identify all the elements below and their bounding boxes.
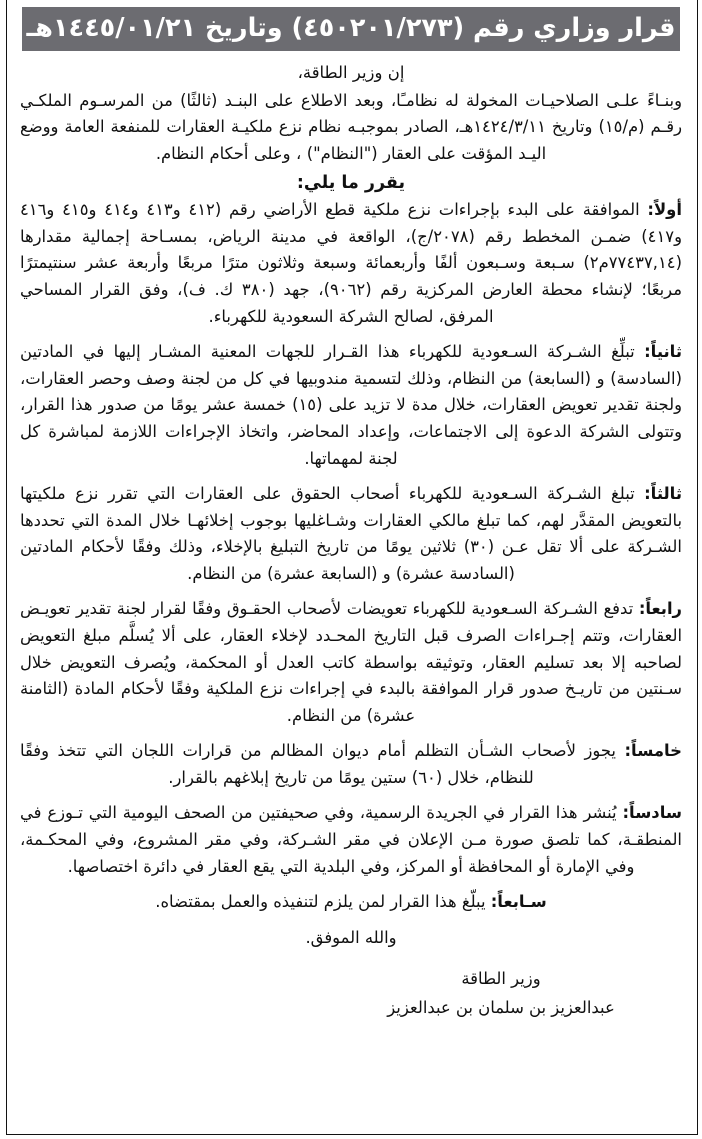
clause-seventh-text: يبلّغ هذا القرار لمن يلزم لتنفيذه والعمل بمقتضاه.: [155, 892, 491, 912]
intro-line-2: وبنـاءً علـى الصلاحيـات المخولة له نظامـًا، وبعد الاطلاع على البنـد (ثالثًا) من المرسـوم الملكـي رقـم (م/١٥) وتاريخ ١٤٢٤/٣/١١هـ، الصادر بموجبـه نظام نزع ملكيـة العقارات للمنفعة العامة ووضع اليـد المؤقت على العقار ("النظام") ، وعلى أحكام النظام.: [20, 90, 683, 163]
intro-line-1: إن وزير الطاقة،: [297, 63, 405, 82]
clause-second-text: تبلِّغ الشـركة السـعودية للكهرباء هذا القـرار للجهات المعنية المشـار إليها في المادتين (السادسة) و (السابعة) من النظام، وذلك لتسمية مندوبيها في كل من لجنة وصف وحصر العقارات، ولجنة تقدير تعويض العقارات، خلال مدة لا تزيد على (١٥) خمسة عشر يومًا من صدور هذا القرار، وتتولى الشركة الدعوة إلى الاجتماعات، وإعداد المحاضر، واتخاذ الإجراءات اللازمة لمباشرة كل لجنة لمهماتها.: [20, 342, 683, 468]
clause-third-text: تبلغ الشـركة السـعودية للكهرباء أصحاب الحقوق على العقارات التي تقرر نزع ملكيتها بالتعويض المقدَّر لهم، كما تبلغ مالكي العقارات وشـاغليها بوجوب إخلائهـا خلال المدة التي تحددها الشـركة على ألا تقل عـن (٣٠) ثلاثين يومًا من تاريخ التبليغ بالإخلاء، وذلك وفقًا لأحكام المادتين (السادسة عشرة) و (السابعة عشرة) من النظام.: [20, 484, 682, 583]
clause-first-text: الموافقة على البدء بإجراءات نزع ملكية قطع الأراضي رقم (٤١٢ و٤١٣ و٤١٤ و٤١٥ و٤١٦ و٤١٧) ضمـن المخطط رقم (٢٠٧٨/ج)، الواقعة في مدينة الرياض، بمسـاحة إجمالية مقدارها (٧٧٤٣٧,١٤م٢) سـبعة وسـبعون ألفًا وأربعمائة وسبعة وثلاثون مترًا مربعًا وأربعة عشر سنتيمترًا مربعًا؛ لإنشاء محطة العارض المركزية رقم (٩٠٦٢)، جهد (٣٨٠ ك. ف)، وفق القرار المساحي المرفق، لصالح الشركة السعودية للكهرباء.: [20, 200, 682, 326]
clause-fifth-lead: خامساً:: [624, 741, 682, 761]
clause-seventh: [20, 889, 682, 916]
clause-sixth-text: يُنشر هذا القرار في الجريدة الرسمية، وفي صحيفتين من الصحف اليومية التي تـوزع في المنطقـة، كما تلصق صورة مـن الإعلان في مقر الشـركة، وفي مقر المشروع، وفي المحكـمة، وفي الإمارة أو المحافظة أو المركز، وفي البلدية التي يقع العقار في دائرة اختصاصها.: [20, 803, 682, 876]
decree-header-bar: [22, 7, 680, 51]
clause-fourth: [20, 596, 682, 729]
clause-fourth-text: تدفع الشـركة السـعودية للكهرباء تعويضات لأصحاب الحقـوق وفقًا لقرار لجنة تقدير تعويـض العقارات، وتتم إجـراءات الصرف قبل التاريخ المحـدد لإخلاء العقار، على ألا يُسلَّم مبلغ التعويض لصاحبه إلا بعد تسليم العقار، وتوثيقه بواسطة كاتب العدل أو المحكمة، ويُصرف التعويض خلال سـنتين من تاريـخ صدور قرار الموافقة بالبدء في إجراءات نزع الملكية وفقًا لأحكام المادة (الثامنة عشرة) من النظام.: [20, 599, 682, 725]
clause-seventh-lead: سـابعاً:: [490, 892, 547, 912]
clause-sixth-lead: سادساً:: [622, 803, 682, 823]
clause-second-lead: ثانياً:: [644, 342, 682, 362]
decree-title: قرار وزاري رقم (٤٥٠٢٠١/٢٧٣) وتاريخ ١٤٤٥/٠١/٢١هـ: [26, 13, 676, 44]
clause-third: [20, 481, 682, 587]
clause-first: [20, 197, 682, 330]
signatory-role: وزير الطاقة: [461, 969, 541, 989]
clause-sixth: [20, 800, 682, 880]
signature-block: [20, 965, 682, 1022]
decides-heading: يقرر ما يلي:: [296, 173, 406, 194]
clause-fourth-lead: رابعاً:: [638, 599, 682, 619]
clause-first-lead: أولاً:: [647, 200, 682, 220]
decree-body: [0, 51, 702, 1022]
clause-third-lead: ثالثاً:: [644, 484, 682, 504]
clause-fifth: [20, 738, 682, 791]
clause-fifth-text: يجوز لأصحاب الشـأن التظلم أمام ديوان المظالم من قرارات اللجان التي تتخذ وفقًا للنظام، خلال (٦٠) ستين يومًا من تاريخ إبلاغهم بالقرار.: [20, 741, 625, 787]
closing-invocation: والله الموفق.: [305, 927, 397, 947]
clause-second: [20, 339, 682, 472]
signatory-name: عبدالعزيز بن سلمان بن عبدالعزيز: [387, 997, 615, 1017]
